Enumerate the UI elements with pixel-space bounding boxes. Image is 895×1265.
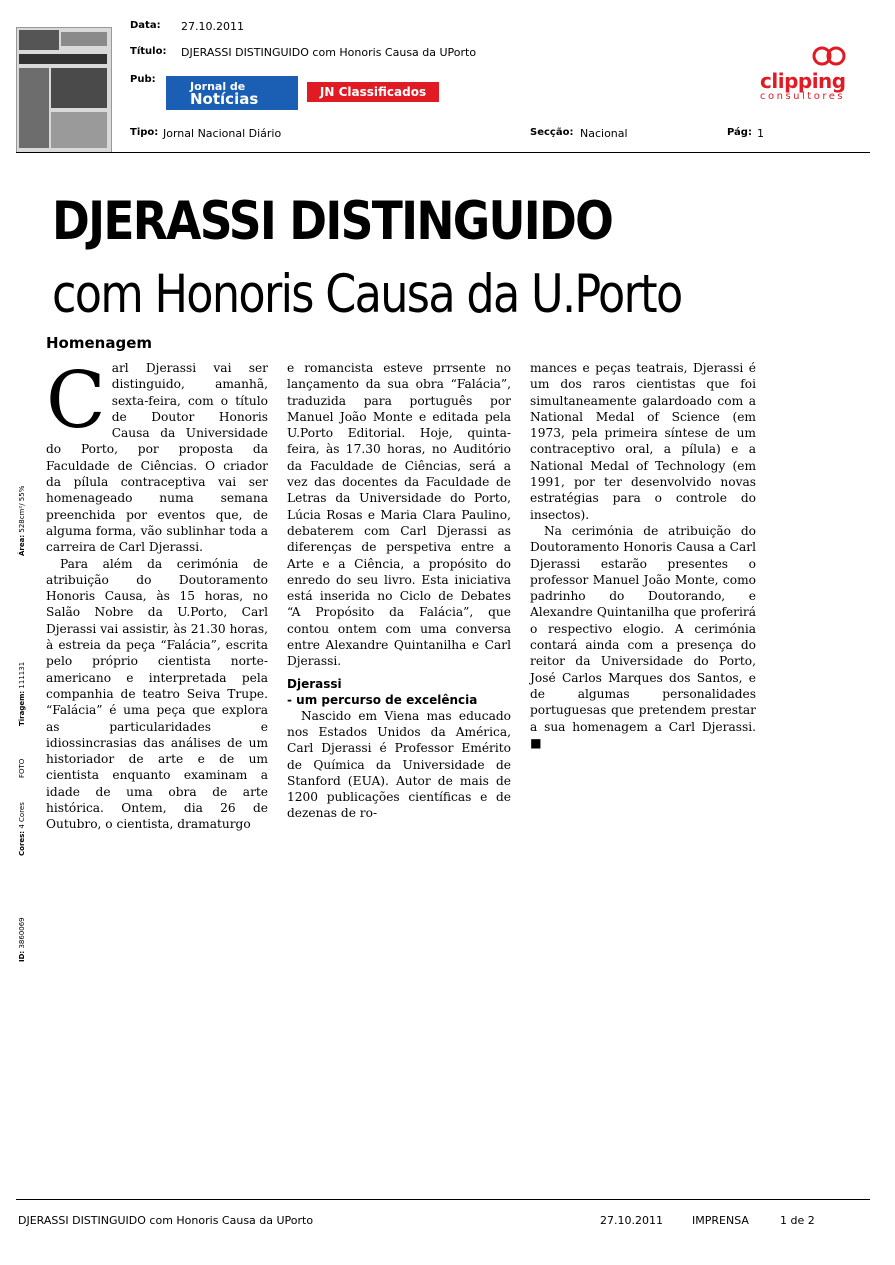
section-label: Secção:: [530, 127, 574, 138]
clipping-consultores-brand: [760, 44, 870, 100]
cores-label: Cores:: [18, 830, 26, 856]
pub-label: Pub:: [130, 74, 156, 85]
footer-divider: [16, 1199, 870, 1200]
jornal-de-noticias-logo: [166, 76, 298, 110]
brand-subtitle: consultores: [760, 91, 846, 102]
article-column-1: [46, 356, 268, 833]
foto-label: FOTO: [18, 758, 26, 778]
id-info: [18, 917, 26, 962]
paragraph: mances e peças teatrais, Djerassi é um dos raros cientistas que foi simultaneamente galardoado com a National Medal of Science (em 1973, pela primeira síntese de um contraceptivo oral, a pílula) e a National Medal of Technology (em 1991, por ter desenvolvido novas estratégias para o controle do insectos).: [530, 361, 756, 522]
footer-page: 1 de 2: [780, 1214, 815, 1227]
subheading-line-2: - um percurso de excelência: [287, 692, 478, 707]
title-value: DJERASSI DISTINGUIDO com Honoris Causa da UPorto: [181, 46, 477, 59]
type-value: Jornal Nacional Diário: [163, 127, 282, 140]
title-label: Título:: [130, 46, 167, 57]
type-label: Tipo:: [130, 127, 159, 138]
article-column-3: [530, 360, 756, 751]
clipping-thumbnail: [16, 27, 112, 153]
subheading-line-1: Djerassi: [287, 676, 342, 691]
footer-source: IMPRENSA: [692, 1214, 749, 1227]
page-value: 1: [757, 127, 764, 140]
article-section: Homenagem: [46, 334, 153, 352]
brand-name: clipping: [760, 69, 846, 93]
area-value: 528cm²/ 55%: [18, 485, 26, 533]
jn-classificados-logo: JN Classificados: [307, 82, 439, 102]
brand-symbol-icon: [760, 44, 870, 68]
footer-date: 27.10.2011: [600, 1214, 663, 1227]
section-value: Nacional: [580, 127, 628, 140]
tiragem-info: [18, 662, 26, 726]
id-label: ID:: [18, 950, 26, 962]
id-value: 3860069: [18, 917, 26, 949]
drop-cap: C: [46, 356, 106, 446]
subheading: [287, 676, 511, 708]
footer-title: DJERASSI DISTINGUIDO com Honoris Causa da UPorto: [18, 1214, 314, 1227]
headline-line-1: DJERASSI DISTINGUIDO: [52, 191, 613, 252]
cores-value: 4 Cores: [18, 802, 26, 829]
article-column-2: [287, 360, 511, 822]
date-label: Data:: [130, 20, 161, 31]
cores-info: [18, 802, 26, 856]
paragraph: arl Djerassi vai ser distinguido, amanhã, sexta-feira, com o título de Doutor Honoris Causa da Universidade do Porto, por proposta da Faculdade de Ciências. O criador da pílula contraceptiva vai ser homenageado numa semana preenchida por eventos que, de alguma forma, vão sublinhar toda a carreira de Carl Djerassi.: [46, 361, 268, 555]
paragraph: Na cerimónia de atribuição do Doutoramento Honoris Causa a Carl Djerassi estarão presentes o professor Manuel João Monte, como padrinho do Doutorando, e Alexandre Quintanilha que proferirá o respectivo elogio. A cerimónia contará ainda com a presença do reitor da Universidade do Porto, José Carlos Marques dos Santos, e de algumas personalidades portuguesas que pretendem prestar a sua homenagem a Carl Djerassi. ■: [530, 523, 756, 750]
logo-line-1: Jornal de: [190, 80, 246, 93]
date-value: 27.10.2011: [181, 20, 244, 33]
paragraph: Nascido em Viena mas educado nos Estados Unidos da América, Carl Djerassi é Professor Emérito de Química da Universidade de Stanford (EUA). Autor de mais de 1200 publicações científicas e de dezenas de ro-: [287, 708, 511, 821]
paragraph: Para além da cerimónia de atribuição do Doutoramento Honoris Causa, às 15 horas, no Salão Nobre da U.Porto, Carl Djerassi vai assistir, às 21.30 horas, à estreia da peça “Falácia”, escrita pelo próprio cientista norte-americano e interpretada pela companhia de teatro Seiva Trupe. “Falácia” é uma peça que explora as particularidades e idiossincrasias das análises de um historiador de arte e de um cientista enquanto examinam a idade de uma obra de arte histórica. Ontem, dia 26 de Outubro, o cientista, dramaturgo: [46, 556, 268, 832]
page-label: Pág:: [727, 127, 752, 138]
area-info: [18, 486, 26, 556]
tiragem-value: 111131: [18, 661, 26, 689]
area-label: Área:: [18, 534, 26, 556]
header-divider: [16, 152, 870, 153]
tiragem-label: Tiragem:: [18, 690, 26, 726]
logo-line-2: Notícias: [190, 90, 259, 108]
paragraph: e romancista esteve prrsente no lançamento da sua obra “Falácia”, traduzida para português por Manuel João Monte e editada pela U.Porto Editorial. Hoje, quinta-feira, às 17.30 horas, no Auditório da Faculdade de Ciências, será a vez das docentes da Faculdade de Letras da Universidade do Porto, Lúcia Rosas e Maria Clara Paulino, debaterem com Carl Djerassi as diferenças de perspetiva entre a Arte e a Ciência, a propósito do enredo do seu livro. Esta iniciativa está inserida no Ciclo de Debates “A Propósito da Falácia”, que contou ontem com uma conversa entre Alexandre Quintanilha e Carl Djerassi.: [287, 361, 511, 669]
headline-line-2: com Honoris Causa da U.Porto: [52, 264, 682, 325]
